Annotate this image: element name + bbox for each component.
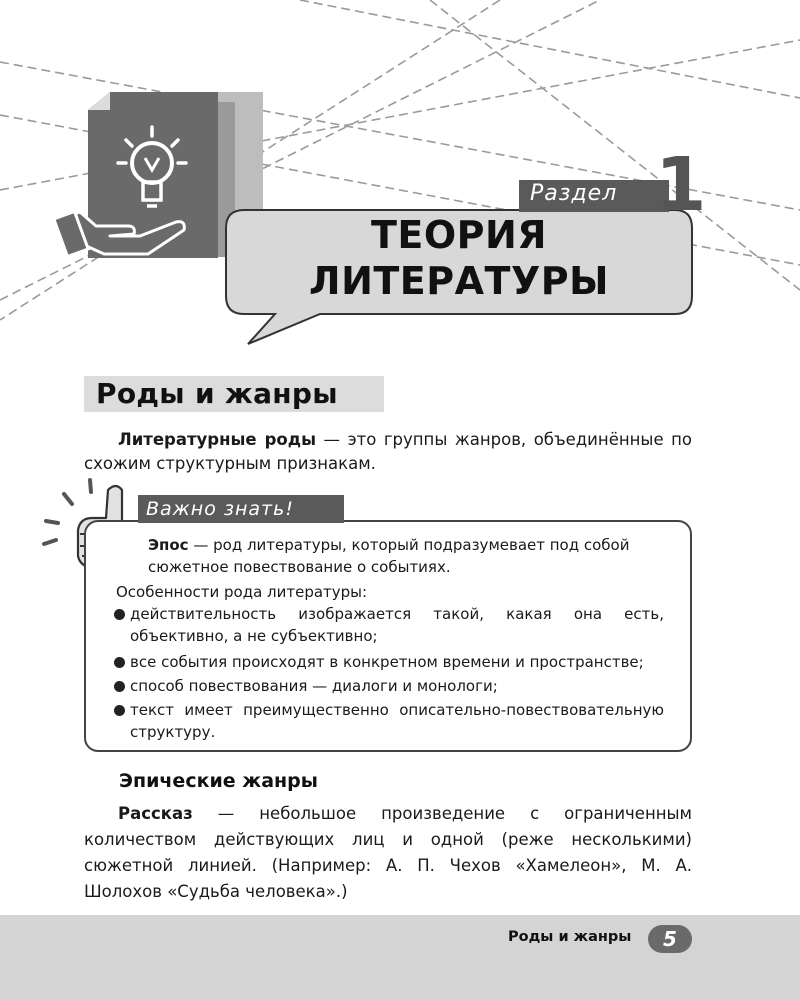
list-item: действительность изображается такой, какая она есть, объективно, а не субъективно; (116, 603, 664, 647)
chapter-title-line1: ТЕОРИЯ (370, 213, 548, 257)
page-number: 5 (663, 927, 677, 951)
epic-genres-heading: Эпические жанры (119, 770, 318, 792)
features-heading: Особенности рода литературы: (116, 583, 368, 601)
section-word: Раздел (530, 181, 618, 206)
intro-term: Литературные роды (118, 430, 317, 449)
section-heading: Роды и жанры (96, 377, 338, 410)
footer-section-label: Роды и жанры (508, 929, 632, 945)
intro-text: — это группы жанров, объединённые по схожим структурным признакам. (84, 430, 692, 473)
chapter-title (228, 212, 690, 304)
list-item: способ повествования — диалоги и монологи; (116, 675, 664, 697)
bullet-icon (114, 705, 125, 716)
epos-term: Эпос (148, 536, 189, 554)
bullet-icon (114, 681, 125, 692)
bullet-icon (114, 609, 125, 620)
list-item: текст имеет преимущественно описательно-повествовательную структуру. (116, 699, 664, 743)
bullet-icon (114, 657, 125, 668)
chapter-title-line2: ЛИТЕРАТУРЫ (309, 259, 609, 303)
epos-definition-line1: — род литературы, который подразумевает под собой (188, 536, 630, 554)
story-text: — небольшое произведение с ограниченным количеством действующих лиц и одной (реже несколькими) сюжетной линией. (Например: А. П. Чехов «Хамелеон», М. А. Шолохов «Судьба человека».) (84, 804, 692, 901)
story-term: Рассказ (118, 804, 193, 823)
intro-paragraph (84, 428, 692, 476)
epos-definition (148, 534, 668, 578)
story-paragraph (84, 801, 692, 905)
section-number: 1 (655, 142, 707, 228)
list-item: все события происходят в конкретном времени и пространстве; (116, 651, 664, 673)
epos-definition-line2: сюжетное повествование о событиях. (148, 558, 451, 576)
important-label: Важно знать! (146, 498, 294, 520)
